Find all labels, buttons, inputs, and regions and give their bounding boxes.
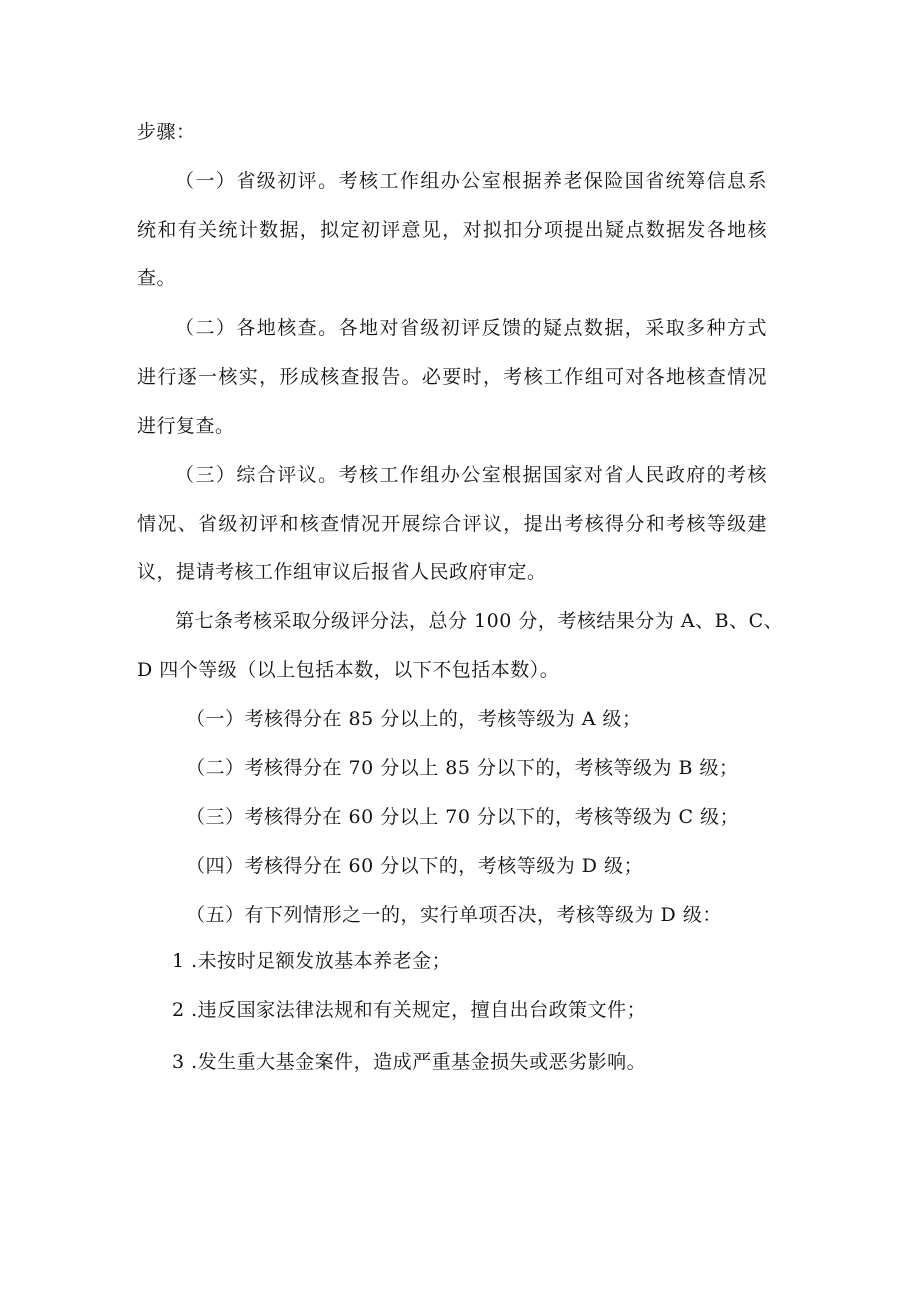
- veto-line: （五）有下列情形之一的，实行单项否决，考核等级为 D 级：: [186, 904, 722, 926]
- text-line: 议，提请考核工作组审议后报省人民政府审定。: [137, 561, 547, 583]
- list-item: 2 .违反国家法律法规和有关规定，擅自出台政策文件；: [172, 999, 647, 1021]
- article-seven-line: 第七条考核采取分级评分法，总分 100 分，考核结果分为 A、B、C、: [175, 610, 784, 632]
- text-line: 进行逐一核实，形成核查报告。必要时，考核工作组可对各地核查情况: [137, 366, 767, 388]
- text-line: 查。: [137, 267, 177, 289]
- text-line: （一）省级初评。考核工作组办公室根据养老保险国省统筹信息系: [175, 170, 767, 192]
- list-item: 3 .发生重大基金案件，造成严重基金损失或恶劣影响。: [172, 1051, 647, 1073]
- text-line: D 四个等级（以上包括本数，以下不包括本数）。: [137, 659, 560, 681]
- grade-b-line: （二）考核得分在 70 分以上 85 分以下的，考核等级为 B 级；: [186, 757, 739, 779]
- text-line: （二）各地核查。各地对省级初评反馈的疑点数据，采取多种方式: [175, 317, 767, 339]
- grade-c-line: （三）考核得分在 60 分以上 70 分以下的，考核等级为 C 级；: [186, 806, 740, 828]
- text-line: （三）综合评议。考核工作组办公室根据国家对省人民政府的考核: [175, 464, 767, 486]
- text-line-steps: 步骤：: [137, 121, 196, 143]
- text-line: 统和有关统计数据，拟定初评意见，对拟扣分项提出疑点数据发各地核: [137, 219, 767, 241]
- text-line: 情况、省级初评和核查情况开展综合评议，提出考核得分和考核等级建: [137, 513, 767, 535]
- grade-a-line: （一）考核得分在 85 分以上的，考核等级为 A 级；: [186, 708, 642, 730]
- text-line: 进行复查。: [137, 415, 235, 437]
- list-item: 1 .未按时足额发放基本养老金；: [172, 950, 452, 972]
- grade-d-line: （四）考核得分在 60 分以下的，考核等级为 D 级；: [186, 855, 644, 877]
